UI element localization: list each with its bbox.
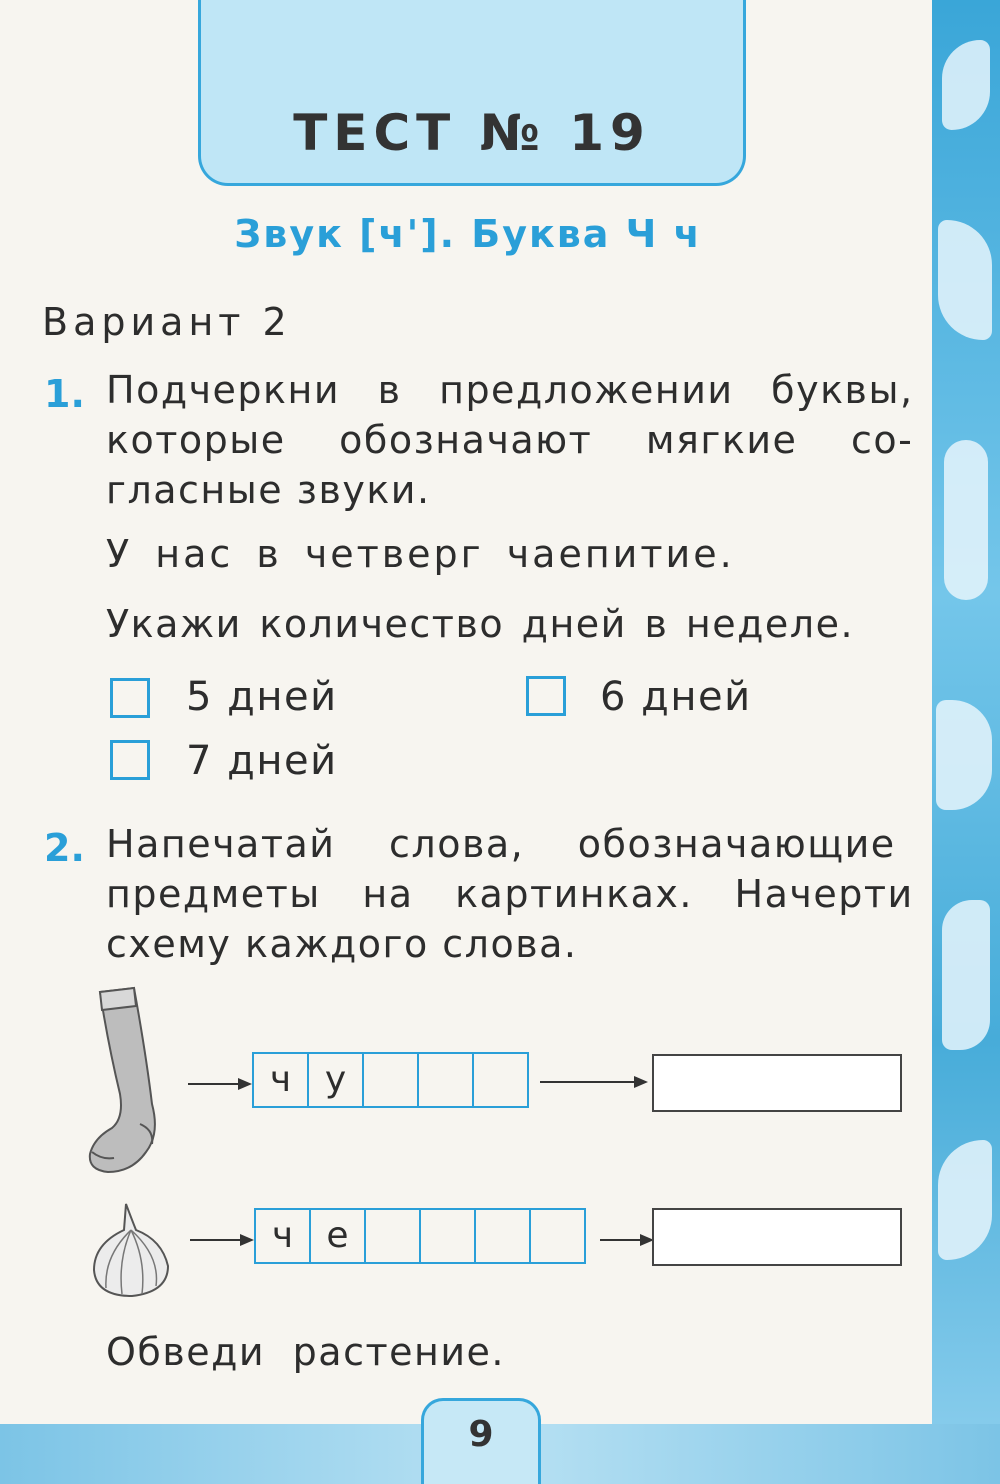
decorative-right-border bbox=[932, 0, 1000, 1484]
arrow-1-icon bbox=[188, 1072, 254, 1096]
variant-label: Вариант 2 bbox=[42, 300, 292, 344]
garlic-image bbox=[88, 1200, 174, 1300]
arrow-3-icon bbox=[190, 1228, 256, 1252]
word-2-scheme-box[interactable] bbox=[652, 1208, 902, 1266]
task-2-line-2: предметы на картинках. Начерти bbox=[106, 872, 914, 916]
page-title: ТЕСТ № 19 bbox=[293, 104, 651, 162]
option-7-days-checkbox[interactable] bbox=[110, 740, 150, 780]
page-subtitle: Звук [ч']. Буква Ч ч bbox=[234, 212, 702, 256]
word-1-cell[interactable] bbox=[362, 1052, 419, 1108]
task-1-line-1: Подчеркни в предложении буквы, bbox=[106, 368, 914, 412]
option-6-days-checkbox[interactable] bbox=[526, 676, 566, 716]
option-5-days-checkbox[interactable] bbox=[110, 678, 150, 718]
task-2-line-1: Напечатай слова, обозначающие bbox=[106, 822, 896, 866]
option-7-days-label: 7 дней bbox=[186, 738, 338, 784]
task-2-footer-text: Обведи растение. bbox=[106, 1330, 505, 1374]
task-2-line-3: схему каждого слова. bbox=[106, 922, 578, 966]
word-1-cell[interactable]: ч bbox=[252, 1052, 309, 1108]
arrow-2-icon bbox=[540, 1070, 650, 1094]
option-5-days-label: 5 дней bbox=[186, 674, 338, 720]
arrow-4-icon bbox=[600, 1228, 656, 1252]
task-2-number: 2. bbox=[44, 826, 85, 870]
page-number: 9 bbox=[468, 1414, 494, 1455]
task-1-line-2: которые обозначают мягкие со- bbox=[106, 418, 914, 462]
word-2-cell[interactable] bbox=[419, 1208, 476, 1264]
word-1-cell[interactable] bbox=[472, 1052, 529, 1108]
word-2-cell[interactable] bbox=[474, 1208, 531, 1264]
word-2-cell[interactable]: ч bbox=[254, 1208, 311, 1264]
word-1-cell[interactable]: у bbox=[307, 1052, 364, 1108]
word-1-cells bbox=[252, 1052, 529, 1108]
option-6-days-label: 6 дней bbox=[600, 674, 752, 720]
word-1-cell[interactable] bbox=[417, 1052, 474, 1108]
word-2-cell[interactable]: е bbox=[309, 1208, 366, 1264]
task-1-sentence: У нас в четверг чаепитие. bbox=[106, 532, 735, 576]
task-1-question: Укажи количество дней в неделе. bbox=[106, 602, 855, 646]
word-2-cell[interactable] bbox=[529, 1208, 586, 1264]
task-1-line-3: гласные звуки. bbox=[106, 468, 431, 512]
word-2-cells bbox=[254, 1208, 586, 1264]
word-1-scheme-box[interactable] bbox=[652, 1054, 902, 1112]
word-2-cell[interactable] bbox=[364, 1208, 421, 1264]
task-1-number: 1. bbox=[44, 372, 85, 416]
sock-image bbox=[84, 984, 168, 1180]
